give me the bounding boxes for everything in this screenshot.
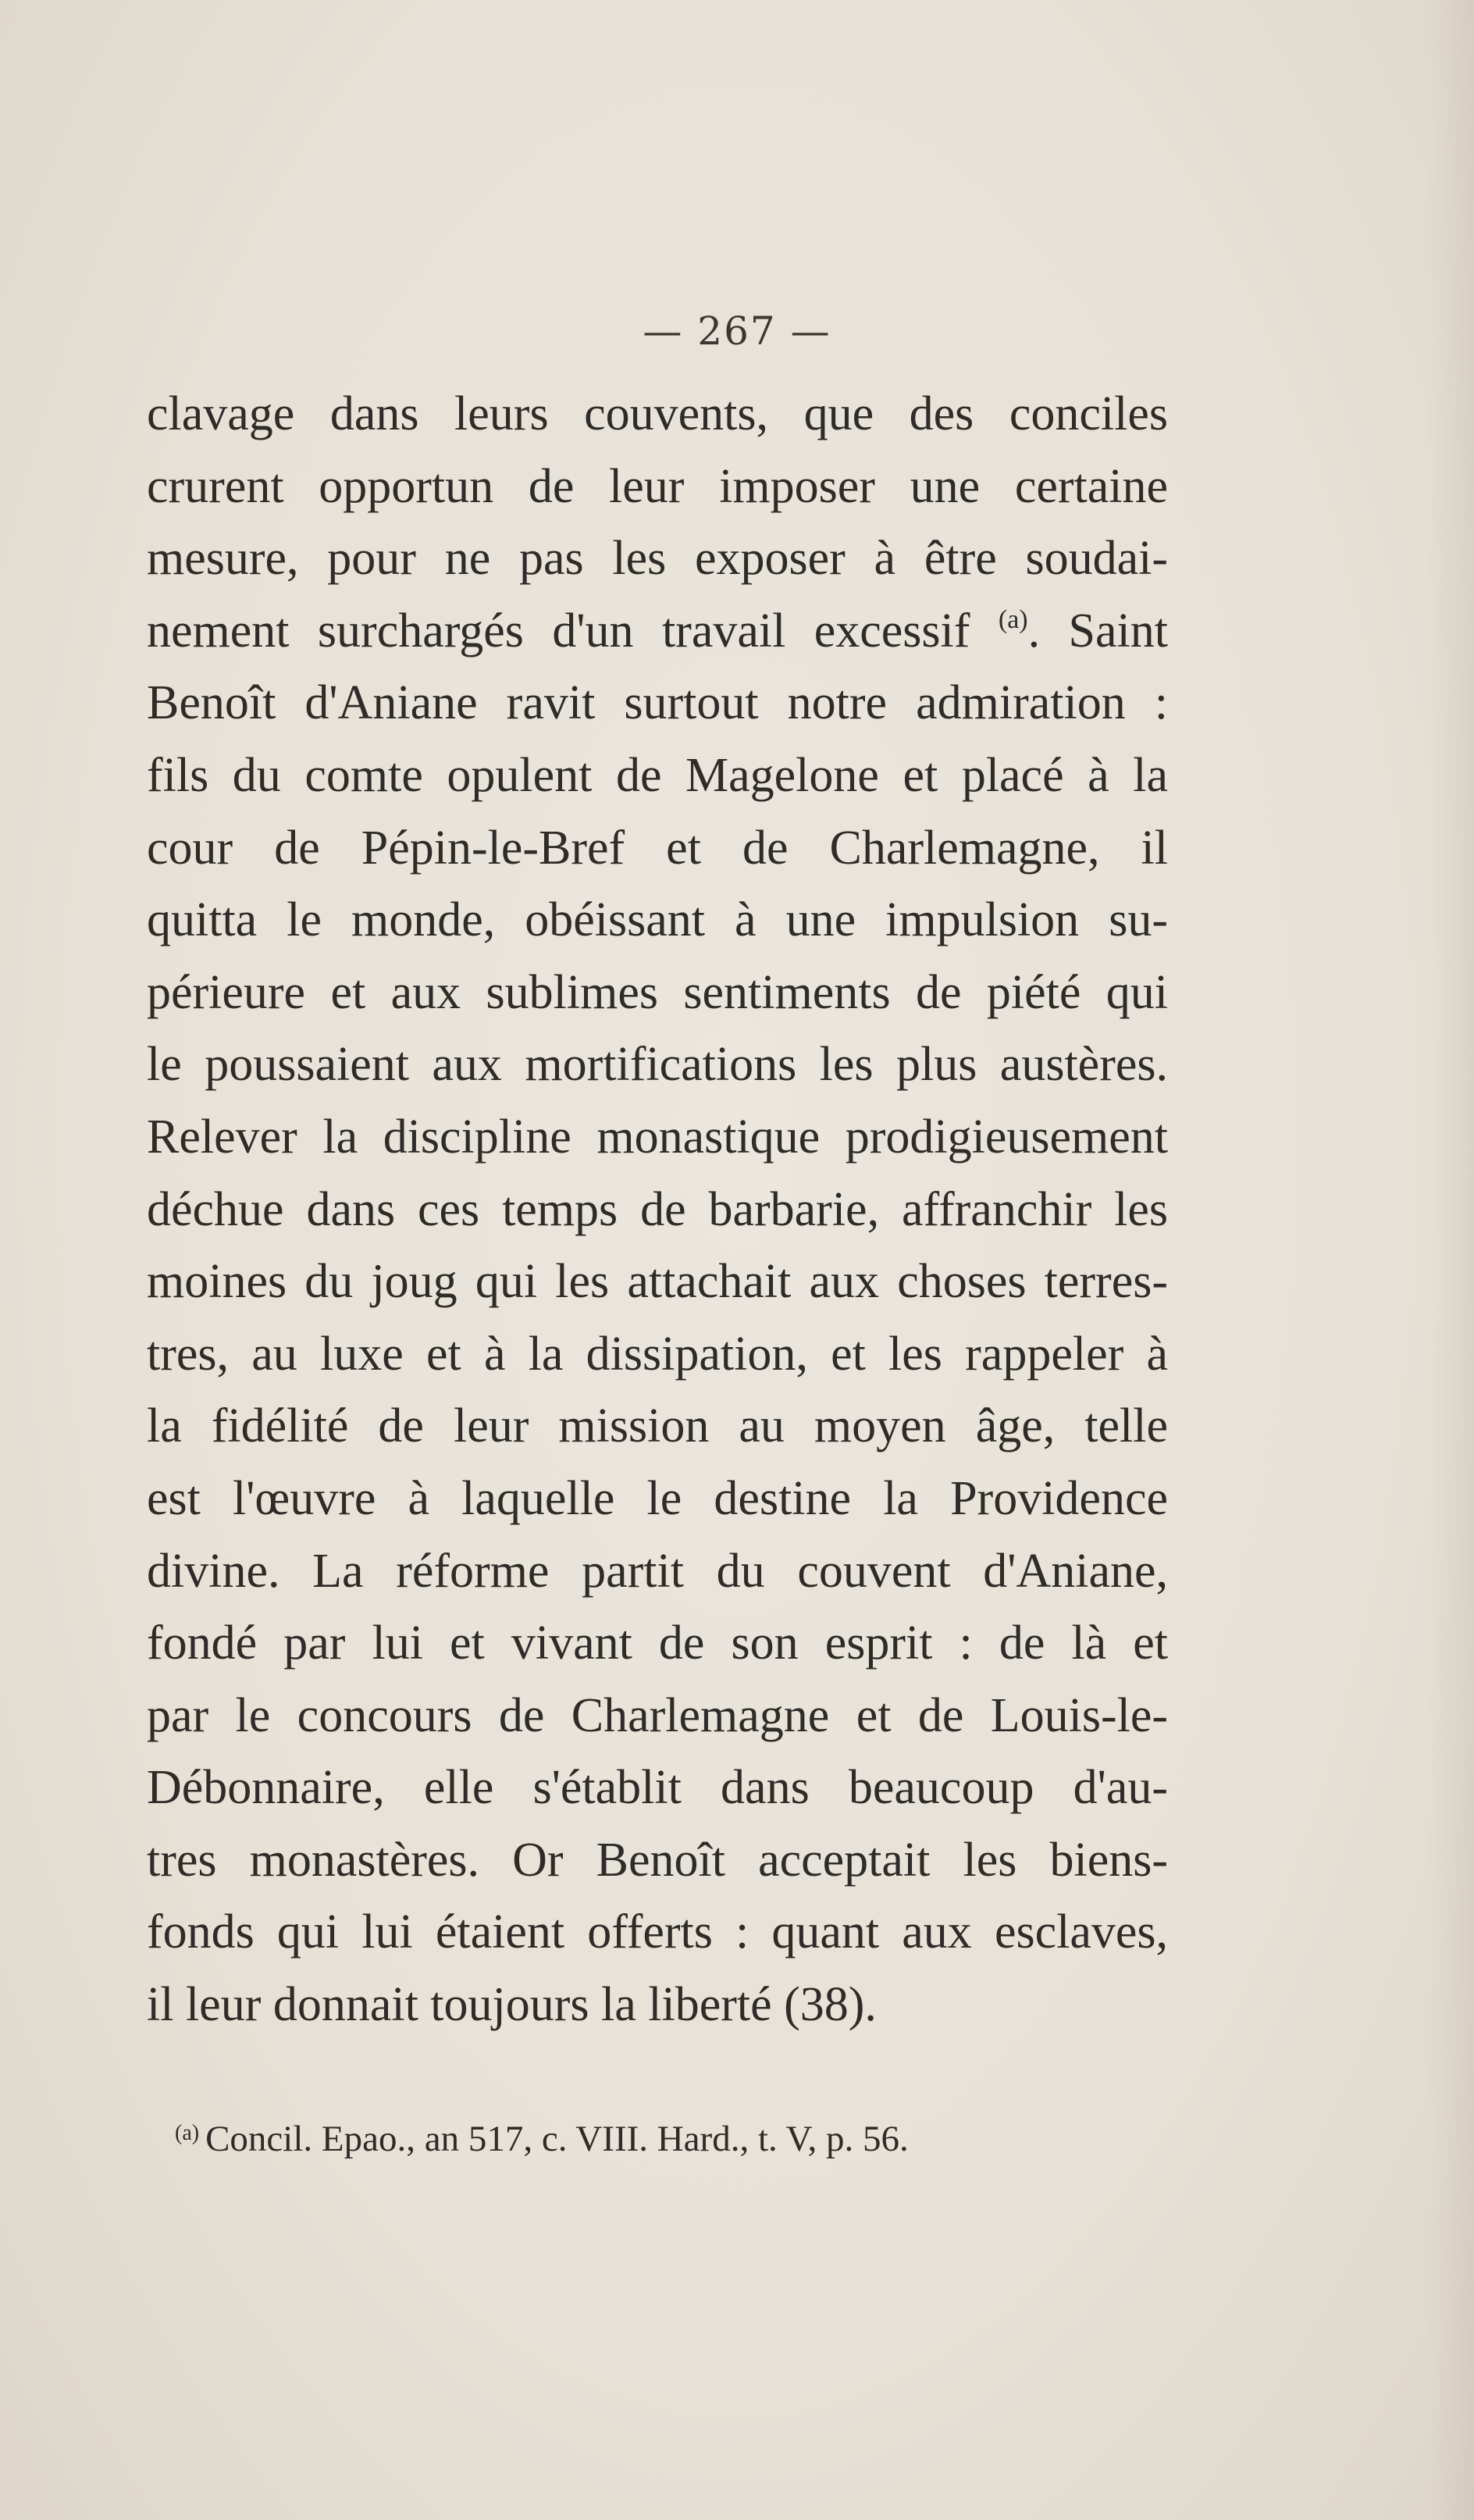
footnote-reference[interactable]: (a): [998, 604, 1028, 634]
text-line: périeure et aux sublimes sentiments de piété qui: [147, 965, 1168, 1019]
text-line: quitta le monde, obéissant à une impulsion su-: [147, 893, 1168, 947]
text-line: par le concours de Charlemagne et de Louis-le-: [147, 1688, 1168, 1742]
text-line: fondé par lui et vivant de son esprit : de là et: [147, 1616, 1168, 1670]
text-line: mesure, pour ne pas les exposer à être soudai-: [147, 532, 1168, 586]
text-line: le poussaient aux mortifications les plus austères.: [147, 1038, 1168, 1092]
footnote-mark: (a): [175, 2121, 200, 2145]
text-line: tres, au luxe et à la dissipation, et les rappeler à: [147, 1327, 1168, 1381]
text-line: déchue dans ces temps de barbarie, affranchir les: [147, 1182, 1168, 1236]
text-line: fils du comte opulent de Magelone et placé à la: [147, 748, 1168, 802]
text-line: Benoît d'Aniane ravit surtout notre admiration :: [147, 676, 1168, 730]
body-text: [147, 378, 1168, 2041]
text-line: divine. La réforme partit du couvent d'Aniane,: [147, 1544, 1168, 1598]
text-line: Relever la discipline monastique prodigieusement: [147, 1110, 1168, 1164]
page-number: — 267 —: [643, 308, 831, 354]
text-line: moines du joug qui les attachait aux choses terres-: [147, 1255, 1168, 1309]
text-line-part: nement surchargés d'un travail excessif: [147, 604, 970, 658]
text-line: est l'œuvre à laquelle le destine la Providence: [147, 1471, 1168, 1525]
footnote: [175, 2118, 909, 2160]
text-line: crurent opportun de leur imposer une certaine: [147, 459, 1168, 513]
text-line: fonds qui lui étaient offerts : quant aux esclaves,: [147, 1905, 1168, 1959]
text-line: cour de Pépin-le-Bref et de Charlemagne, il: [147, 821, 1168, 875]
text-line: tres monastères. Or Benoît acceptait les biens-: [147, 1833, 1168, 1887]
text-line: Débonnaire, elle s'établit dans beaucoup d'au-: [147, 1761, 1168, 1815]
footnote-text: Concil. Epao., an 517, c. VIII. Hard., t. V, p. 56.: [205, 2119, 909, 2159]
text-line: il leur donnait toujours la liberté (38).: [147, 1978, 877, 2032]
text-line-part: . Saint: [1027, 604, 1169, 658]
text-line-with-footnote-ref: [147, 595, 1168, 668]
page-edge-shadow: [1427, 0, 1474, 2520]
text-line: clavage dans leurs couvents, que des conciles: [147, 387, 1168, 440]
text-line: la fidélité de leur mission au moyen âge, telle: [147, 1399, 1168, 1453]
